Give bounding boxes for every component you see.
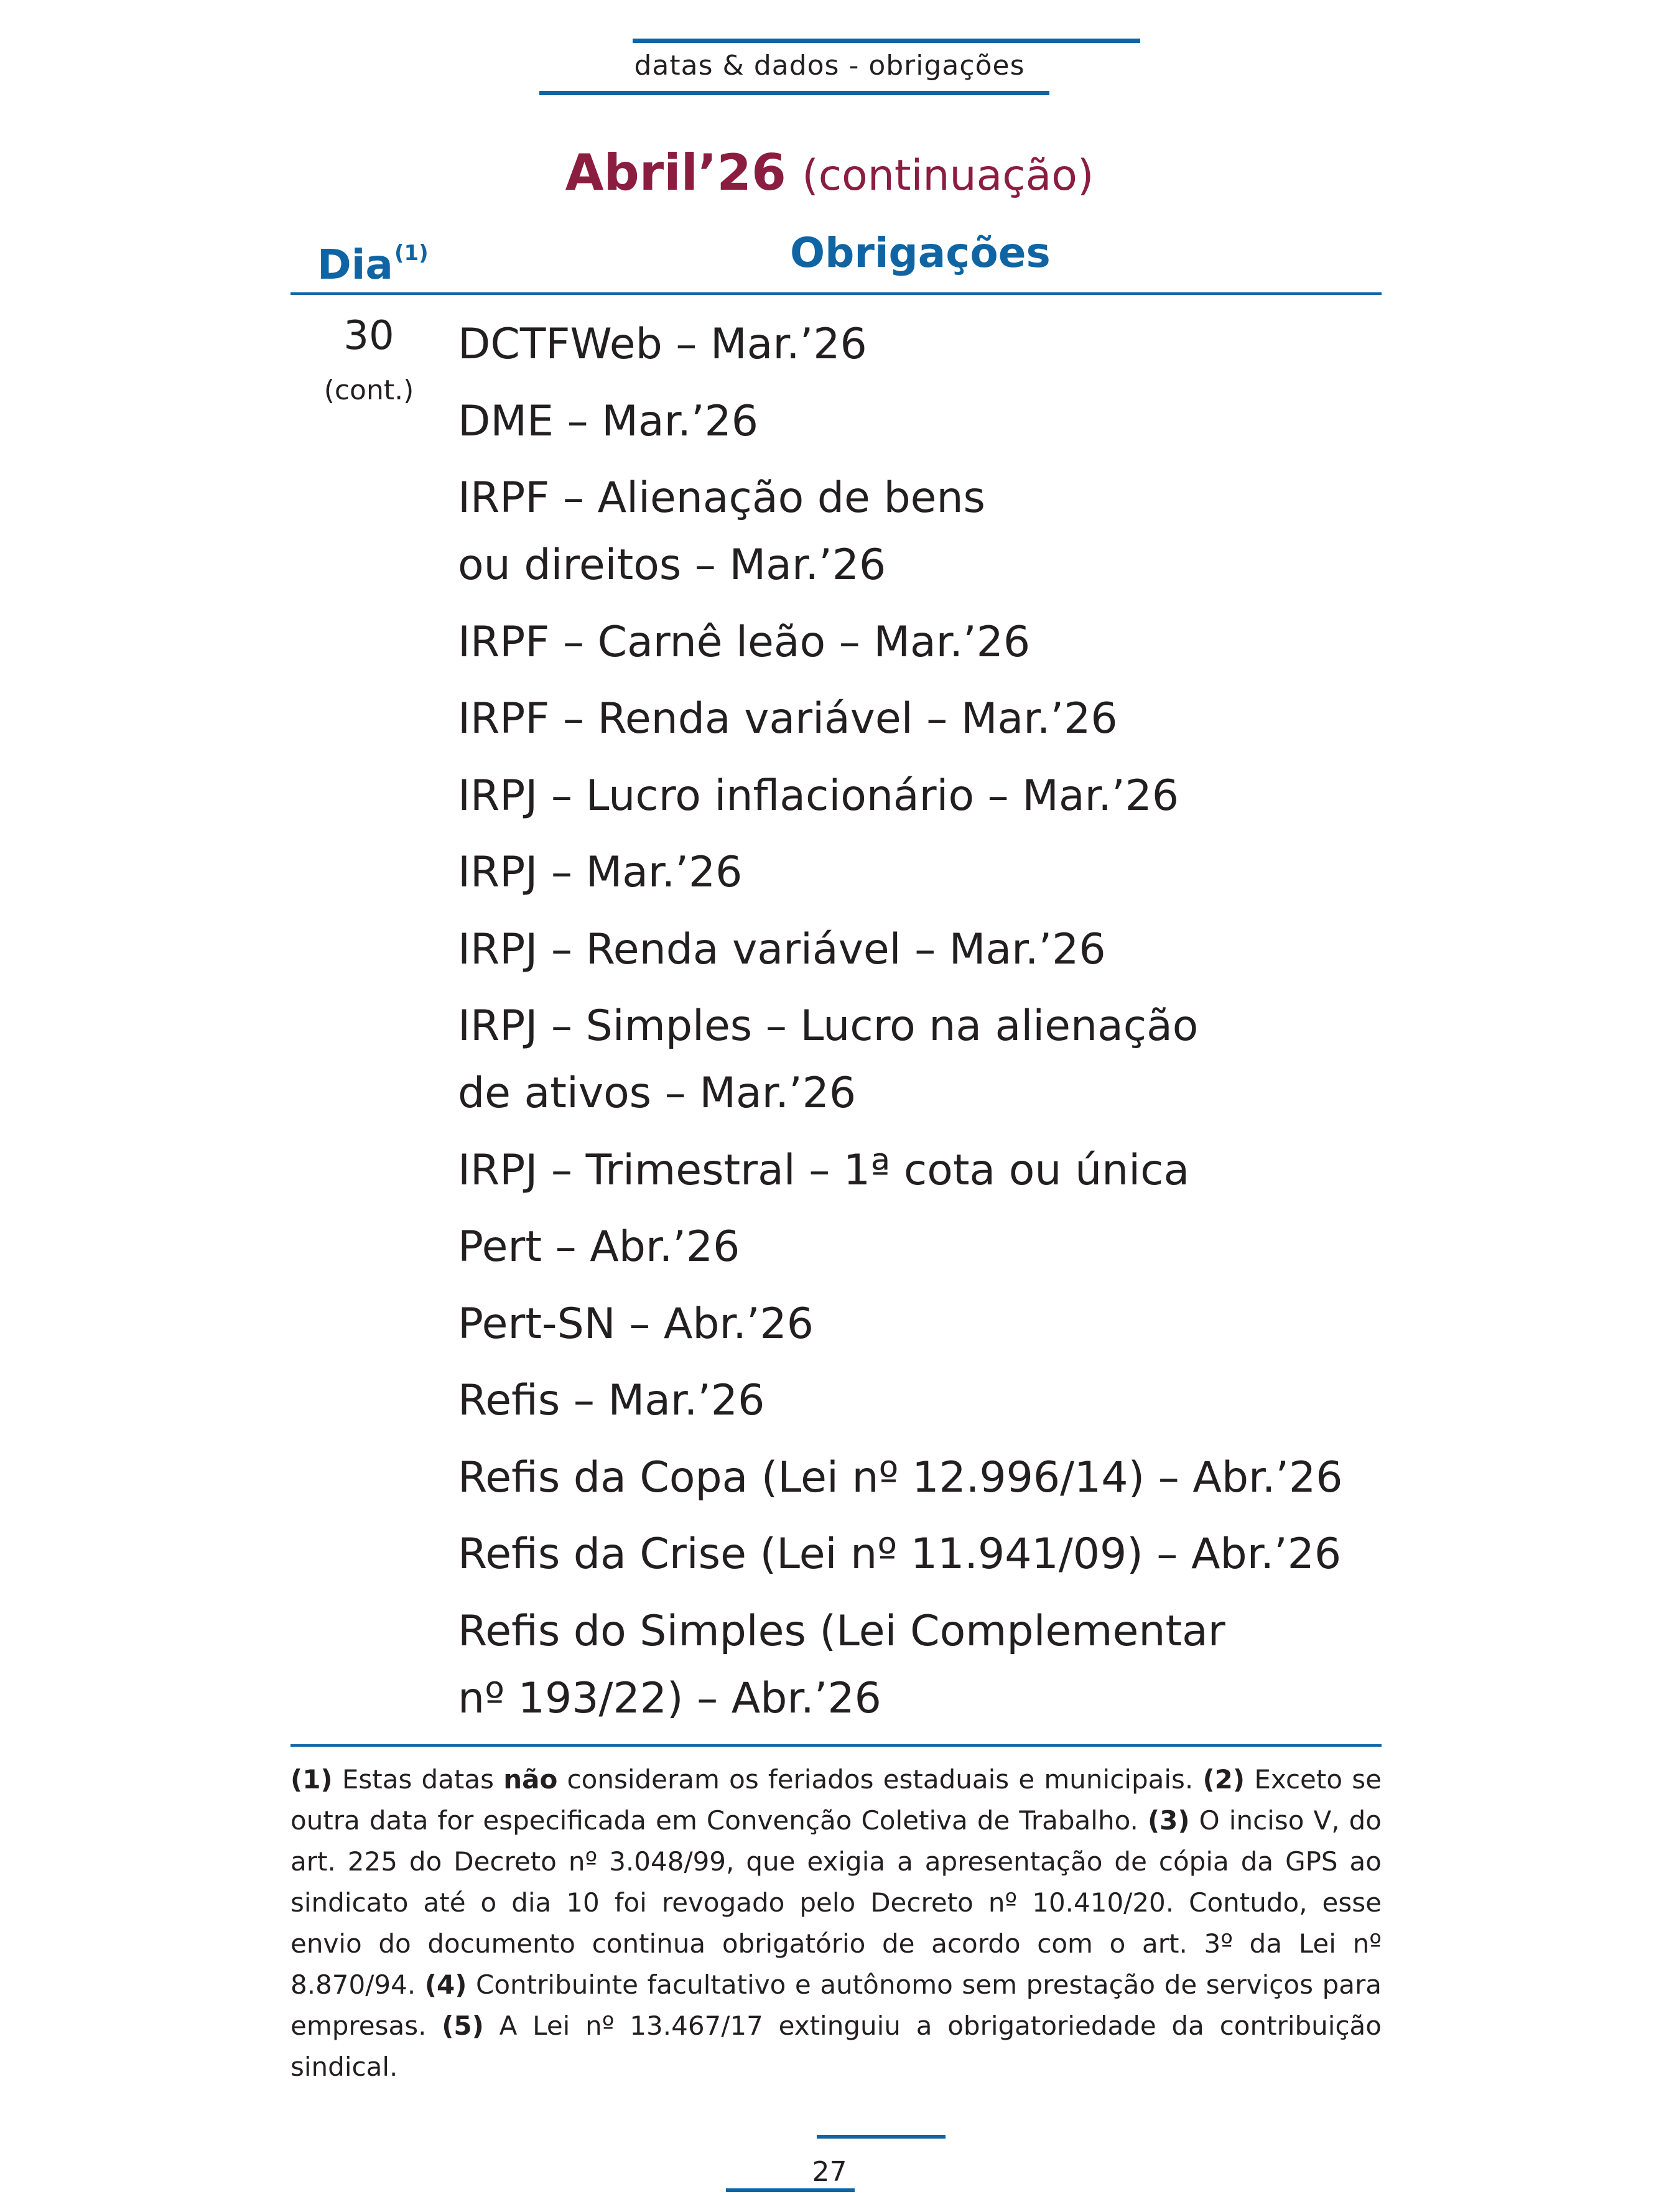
footnote-3-mark: (3)	[1147, 1805, 1190, 1836]
obligation-item	[458, 685, 1391, 753]
obligation-item	[458, 1367, 1391, 1434]
footnote-1-mark: (1)	[290, 1764, 333, 1795]
obligation-line: IRPJ – Trimestral – 1ª cota ou única	[458, 1145, 1190, 1195]
obligation-item	[458, 1214, 1391, 1281]
footnote-rule	[290, 1744, 1382, 1747]
footnote-4-text: Contribuinte facultativo e autônomo sem prestação de serviços para empresas.	[290, 1969, 1382, 2041]
obligation-line: IRPF – Alienação de bens	[458, 473, 985, 523]
footer-rule-top	[817, 2135, 946, 2139]
month-title: Abril’26	[565, 144, 786, 202]
footnote-3-text: O inciso V, do art. 225 do Decreto nº 3.048/99, que exigia a apresentação de cópia da GPS ao sindicato até o dia 10 foi revogado pelo Decreto nº 10.410/20. Contudo, esse envio do documento continua obrigatório de acordo com o art. 3º da Lei nº 8.870/94.	[290, 1805, 1382, 2000]
obligation-item	[458, 993, 1391, 1127]
obligation-item	[458, 388, 1391, 455]
footnote-4-mark: (4)	[424, 1969, 467, 2000]
obligation-line: Pert-SN – Abr.’26	[458, 1299, 814, 1349]
column-header-day-note: (1)	[394, 241, 429, 266]
obligation-item	[458, 1137, 1391, 1204]
obligation-line-continued: ou direitos – Mar.’26	[458, 541, 886, 590]
column-header-obligations: Obrigações	[790, 229, 1051, 277]
header-rule-bottom	[539, 91, 1049, 95]
footnote-2-mark: (2)	[1202, 1764, 1245, 1795]
footnote-1-text-b: consideram os feriados estaduais e municipais.	[557, 1764, 1203, 1795]
column-header-day-label: Dia	[317, 241, 393, 289]
obligation-line: DME – Mar.’26	[458, 396, 759, 446]
obligation-line: Pert – Abr.’26	[458, 1222, 740, 1271]
obligation-line: IRPF – Renda variável – Mar.’26	[458, 694, 1118, 743]
footnotes	[290, 1759, 1382, 2088]
footnote-1-emphasis: não	[503, 1764, 558, 1795]
column-header-day	[317, 225, 429, 293]
header-rule-top	[633, 39, 1140, 43]
obligations-list	[458, 311, 1391, 1742]
footnote-1-text-a: Estas datas	[332, 1764, 504, 1795]
footnote-5-text: A Lei nº 13.467/17 extinguiu a obrigatoriedade da contribuição sindical.	[290, 2010, 1382, 2082]
obligation-item	[458, 1444, 1391, 1512]
day-continuation: (cont.)	[323, 374, 414, 406]
obligation-item	[458, 311, 1391, 378]
obligation-item	[458, 763, 1391, 830]
obligation-line: Refis do Simples (Lei Complementar	[458, 1606, 1225, 1656]
obligation-line-continued: nº 193/22) – Abr.’26	[458, 1673, 881, 1723]
footer-rule-bottom	[726, 2188, 855, 2192]
obligation-item	[458, 916, 1391, 983]
obligation-item	[458, 1291, 1391, 1358]
obligation-line: IRPF – Carnê leão – Mar.’26	[458, 617, 1031, 667]
obligation-item	[458, 839, 1391, 906]
table-header-rule	[290, 292, 1382, 295]
obligation-line: IRPJ – Simples – Lucro na alienação	[458, 1001, 1199, 1051]
obligation-line-continued: de ativos – Mar.’26	[458, 1069, 857, 1118]
obligation-line: IRPJ – Renda variável – Mar.’26	[458, 924, 1106, 974]
page-title	[0, 142, 1659, 207]
obligation-item	[458, 465, 1391, 599]
obligation-line: Refis da Copa (Lei nº 12.996/14) – Abr.’26	[458, 1452, 1343, 1502]
day-number: 30	[343, 313, 394, 359]
obligation-item	[458, 1521, 1391, 1588]
obligation-line: Refis – Mar.’26	[458, 1376, 765, 1425]
footnote-2-text: Exceto se outra data for especificada em Convenção Coletiva de Trabalho.	[290, 1764, 1382, 1836]
obligation-line: IRPJ – Mar.’26	[458, 848, 743, 897]
obligation-line: DCTFWeb – Mar.’26	[458, 320, 867, 369]
section-header: datas & dados - obrigações	[634, 50, 1025, 81]
obligation-item	[458, 609, 1391, 676]
continuation-label: (continuação)	[802, 151, 1094, 200]
footnote-5-mark: (5)	[442, 2010, 484, 2041]
obligation-line: Refis da Crise (Lei nº 11.941/09) – Abr.’26	[458, 1530, 1342, 1579]
obligation-item	[458, 1598, 1391, 1732]
obligation-line: IRPJ – Lucro inflacionário – Mar.’26	[458, 771, 1179, 820]
page-number: 27	[812, 2156, 847, 2188]
